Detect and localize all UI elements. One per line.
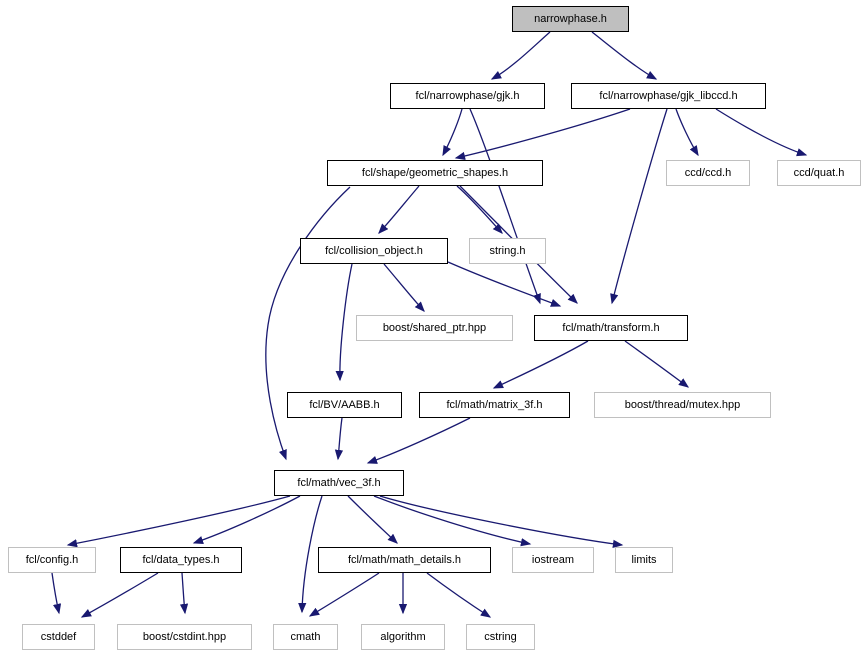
graph-edge-gjk_libccd-to-transform [612,109,667,303]
graph-node-string[interactable] [469,238,546,264]
graph-node-label: fcl/collision_object.h [325,244,423,257]
graph-edge-narrowphase-to-gjk [492,32,550,79]
graph-node-gjk[interactable] [390,83,545,109]
graph-node-label: fcl/math/matrix_3f.h [446,398,543,411]
graph-node-ccd_ccd[interactable] [666,160,750,186]
graph-edge-geometric_shapes-to-collision_object [379,186,419,233]
graph-node-cstring[interactable] [466,624,535,650]
graph-edge-narrowphase-to-gjk_libccd [592,32,656,79]
graph-node-label: fcl/config.h [25,553,79,566]
graph-edge-config-to-cstddef [52,573,59,613]
graph-node-mutex[interactable] [594,392,771,418]
graph-node-label: cstring [484,630,517,643]
graph-node-collision_object[interactable] [300,238,448,264]
graph-node-label: limits [631,553,657,566]
graph-node-narrowphase[interactable] [512,6,629,32]
graph-edge-aabb-to-vec_3f [338,418,342,459]
graph-node-cstddef[interactable] [22,624,95,650]
graph-node-label: ccd/ccd.h [684,166,732,179]
graph-node-label: narrowphase.h [534,12,607,25]
graph-node-label: fcl/narrowphase/gjk.h [415,89,520,102]
graph-node-transform[interactable] [534,315,688,341]
graph-node-math_details[interactable] [318,547,491,573]
graph-edge-gjk-to-geometric_shapes [443,109,462,155]
graph-node-data_types[interactable] [120,547,242,573]
graph-node-aabb[interactable] [287,392,402,418]
graph-edge-gjk-to-transform [470,109,540,303]
graph-node-label: boost/cstdint.hpp [142,630,227,643]
graph-node-label: fcl/math/vec_3f.h [297,476,381,489]
graph-node-algorithm[interactable] [361,624,445,650]
graph-node-label: fcl/narrowphase/gjk_libccd.h [599,89,738,102]
graph-edge-vec_3f-to-math_details [348,496,397,543]
graph-edge-gjk_libccd-to-ccd_ccd [676,109,698,155]
graph-node-label: algorithm [380,630,426,643]
graph-node-label: cstddef [40,630,77,643]
graph-node-label: fcl/data_types.h [142,553,220,566]
graph-node-label: fcl/shape/geometric_shapes.h [361,166,509,179]
graph-edge-gjk_libccd-to-ccd_quat [716,109,806,155]
graph-edge-collision_object-to-aabb [340,264,352,380]
graph-node-gjk_libccd[interactable] [571,83,766,109]
graph-node-label: fcl/math/transform.h [562,321,660,334]
graph-node-cstdint[interactable] [117,624,252,650]
graph-edge-vec_3f-to-config [68,496,290,545]
graph-node-shared_ptr[interactable] [356,315,513,341]
graph-node-label: cmath [290,630,321,643]
graph-node-label: boost/thread/mutex.hpp [624,398,741,411]
graph-edge-math_details-to-cmath [310,573,379,616]
graph-node-label: fcl/BV/AABB.h [309,398,380,411]
graph-node-geometric_shapes[interactable] [327,160,543,186]
graph-edge-data_types-to-cstdint [182,573,185,613]
graph-node-label: fcl/math/math_details.h [347,553,462,566]
graph-edge-geometric_shapes-to-vec_3f [266,187,350,459]
graph-edge-vec_3f-to-data_types [194,496,300,543]
graph-node-cmath[interactable] [273,624,338,650]
graph-node-label: ccd/quat.h [793,166,845,179]
graph-edge-data_types-to-cstddef [82,573,158,617]
graph-edge-transform-to-mutex [625,341,688,387]
graph-edge-geometric_shapes-to-string [457,186,502,233]
graph-node-matrix_3f[interactable] [419,392,570,418]
graph-edge-collision_object-to-transform [448,262,560,306]
graph-edge-vec_3f-to-limits [380,496,622,545]
graph-node-label: boost/shared_ptr.hpp [382,321,487,334]
graph-node-config[interactable] [8,547,96,573]
graph-edge-gjk_libccd-to-geometric_shapes [456,109,630,158]
graph-node-label: string.h [489,244,526,257]
graph-edge-transform-to-matrix_3f [494,341,588,388]
graph-node-vec_3f[interactable] [274,470,404,496]
graph-edge-math_details-to-cstring [427,573,490,617]
graph-edge-vec_3f-to-iostream [374,496,530,544]
graph-node-label: iostream [531,553,575,566]
graph-edge-matrix_3f-to-vec_3f [368,418,470,463]
graph-node-iostream[interactable] [512,547,594,573]
graph-edge-collision_object-to-shared_ptr [384,264,424,311]
graph-node-limits[interactable] [615,547,673,573]
graph-node-ccd_quat[interactable] [777,160,861,186]
